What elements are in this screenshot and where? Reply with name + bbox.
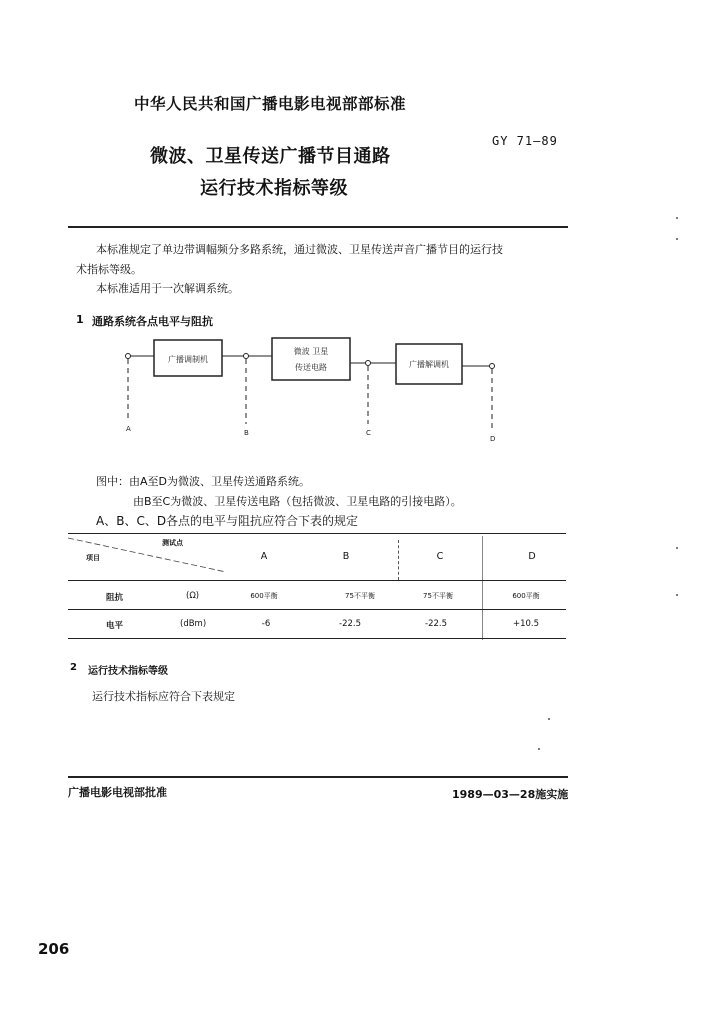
label-b: B [244, 429, 249, 437]
standard-code: GY 71—89 [492, 134, 558, 148]
table-row1-item: 阻抗 [106, 593, 124, 603]
page-number: 206 [38, 940, 70, 958]
document-title-line2: 运行技术指标等级 [200, 178, 348, 199]
diagram-note-line2: 由B至C为微波、卫星传送电路（包括微波、卫星电路的引接电路）。 [133, 495, 462, 508]
label-d: D [490, 435, 496, 443]
diagram-note-line1: 图中：由A至D为微波、卫星传送通路系统。 [96, 475, 310, 488]
test-point-d [490, 364, 495, 369]
table-caption: A、B、C、D各点的电平与阻抗应符合下表的规定 [96, 514, 359, 528]
table-row2-c: -22.5 [425, 619, 447, 629]
box1-label: 广播调制机 [168, 355, 208, 364]
box3-label: 广播解调机 [409, 360, 449, 369]
document-title-line1: 微波、卫星传送广播节目通路 [150, 146, 391, 167]
table-col-d: D [528, 551, 536, 562]
box-transmission-circuit [272, 338, 350, 380]
table-row1-unit: (Ω) [186, 591, 200, 601]
table-row1-b: 75不平衡 [345, 592, 375, 600]
table-corner-item: 项目 [86, 554, 100, 562]
section1-title: 通路系统各点电平与阻抗 [92, 315, 213, 328]
table-row-rule [68, 609, 566, 610]
box2-label-line1: 微波 卫星 [293, 347, 329, 356]
test-point-a [126, 354, 131, 359]
table-bottom-rule [68, 638, 566, 639]
footer-rule [68, 776, 568, 778]
intro-para1-line2: 术指标等级。 [76, 263, 142, 276]
table-row2-item: 电平 [106, 621, 124, 631]
issuing-organization: 中华人民共和国广播电影电视部部标准 [134, 95, 407, 113]
section1-number: 1 [76, 313, 84, 326]
table-row2-a: -6 [261, 619, 271, 629]
table-row1-c: 75不平衡 [423, 592, 453, 600]
table-corner-test-point: 测试点 [162, 539, 183, 547]
table-divider-2 [482, 536, 483, 640]
box2-label-line2: 传送电路 [295, 363, 327, 372]
table-row2-unit: (dBm) [180, 619, 207, 629]
label-c: C [366, 429, 371, 437]
test-point-b [244, 354, 249, 359]
section2-title: 运行技术指标等级 [88, 666, 168, 677]
label-a: A [126, 425, 131, 433]
approval-authority: 广播电影电视部批准 [68, 786, 167, 799]
header-rule [68, 226, 568, 228]
intro-para1-line1: 本标准规定了单边带调幅频分多路系统，通过微波、卫星传送声音广播节目的运行技 [96, 243, 503, 256]
test-point-c [366, 361, 371, 366]
table-col-b: B [342, 551, 350, 562]
table-col-a: A [260, 551, 268, 562]
table-divider-1 [398, 540, 399, 580]
section2-text: 运行技术指标应符合下表规定 [92, 690, 235, 703]
intro-para2: 本标准适用于一次解调系统。 [96, 282, 239, 295]
implementation-date: 1989—03—28施实施 [452, 788, 569, 801]
table-col-c: C [436, 551, 444, 562]
table-row2-b: -22.5 [339, 619, 361, 629]
table-row1-d: 600平衡 [512, 592, 540, 600]
table-header-rule [68, 580, 566, 581]
section2-number: 2 [70, 662, 77, 673]
signal-chain-diagram [116, 328, 506, 446]
table-row1-a: 600平衡 [250, 592, 278, 600]
table-row2-d: +10.5 [512, 619, 540, 629]
